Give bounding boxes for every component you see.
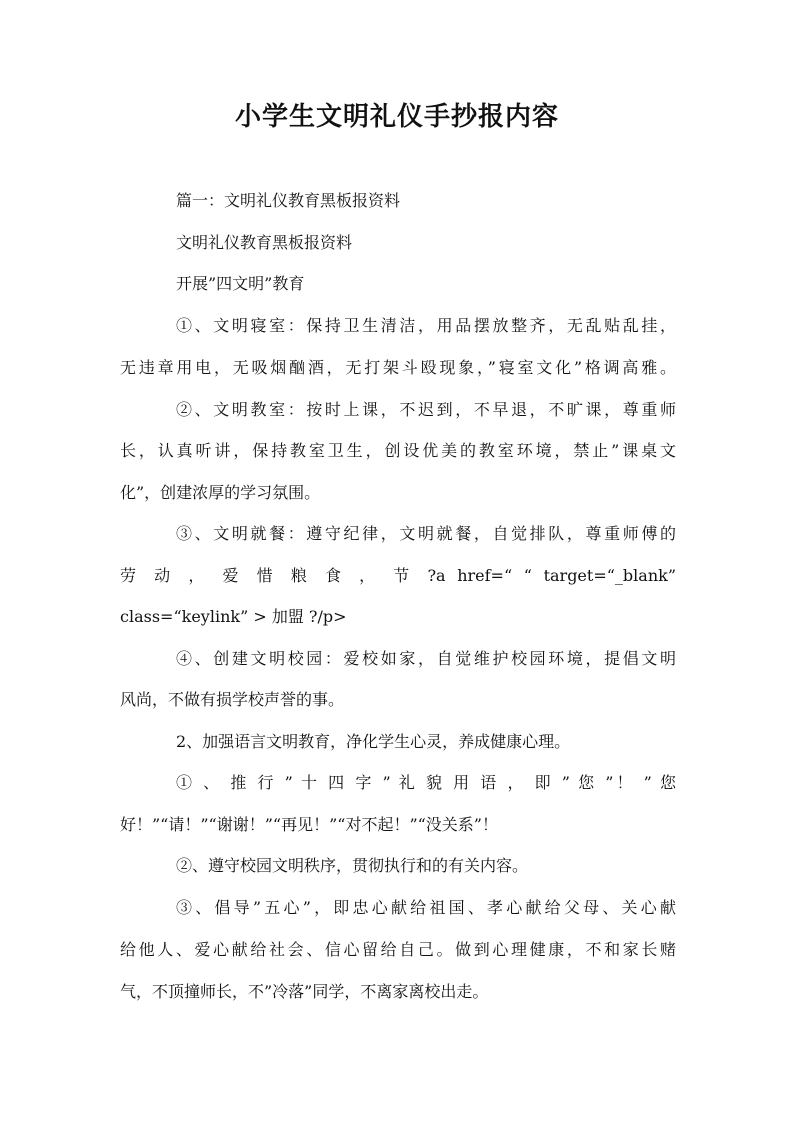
paragraph-line: class=“keylink” > 加盟 ?/p> <box>120 607 347 626</box>
paragraph-line: 劳 动 ， 爱 惜 粮 食 ， 节 ?a href=“ “ target=“_blank” <box>120 566 676 585</box>
paragraph-line: 气，不顶撞师长，不”冷落”同学，不离家离校出走。 <box>120 982 489 1001</box>
page-title: 小学生文明礼仪手抄报内容 <box>234 102 559 132</box>
paragraph-line: ③、文明就餐：遵守纪律，文明就餐，自觉排队，尊重师傅的 <box>176 524 676 543</box>
paragraph-line: ④、创建文明校园：爱校如家，自觉维护校园环境，提倡文明 <box>176 649 676 668</box>
paragraph-line: ③、倡导”五心”，即忠心献给祖国、孝心献给父母、关心献 <box>176 898 676 917</box>
paragraph-line: 2、加强语言文明教育，净化学生心灵，养成健康心理。 <box>176 732 571 751</box>
section-heading: 篇一：文明礼仪教育黑板报资料 <box>176 191 401 210</box>
paragraph-line: 无违章用电，无吸烟酗酒，无打架斗殴现象，”寝室文化”格调高雅。 <box>120 358 676 377</box>
paragraph-line: ①、文明寝室：保持卫生清洁，用品摆放整齐，无乱贴乱挂， <box>176 316 676 335</box>
paragraph-line: 化”，创建浓厚的学习氛围。 <box>120 483 321 502</box>
paragraph-line: ① 、 推 行 ” 十 四 字 ” 礼 貌 用 语 ， 即 ” 您 ”！ ” 您 <box>176 773 676 792</box>
paragraph-line: 给他人、爱心献给社会、信心留给自己。做到心理健康，不和家长赌 <box>120 940 676 959</box>
paragraph-line: ②、遵守校园文明秩序，贯彻执行和的有关内容。 <box>176 856 529 875</box>
paragraph-line: ②、文明教室：按时上课，不迟到，不早退，不旷课，尊重师 <box>176 400 676 419</box>
subheading: 开展”四文明”教育 <box>176 274 305 293</box>
paragraph-line: 长，认真听讲，保持教室卫生，创设优美的教室环境，禁止”课桌文 <box>120 441 676 460</box>
subheading: 文明礼仪教育黑板报资料 <box>176 233 353 252</box>
paragraph-line: 好！”“请！”“谢谢！”“再见！”“对不起！”“没关系”！ <box>120 815 498 834</box>
paragraph-line: 风尚，不做有损学校声誉的事。 <box>120 690 345 709</box>
